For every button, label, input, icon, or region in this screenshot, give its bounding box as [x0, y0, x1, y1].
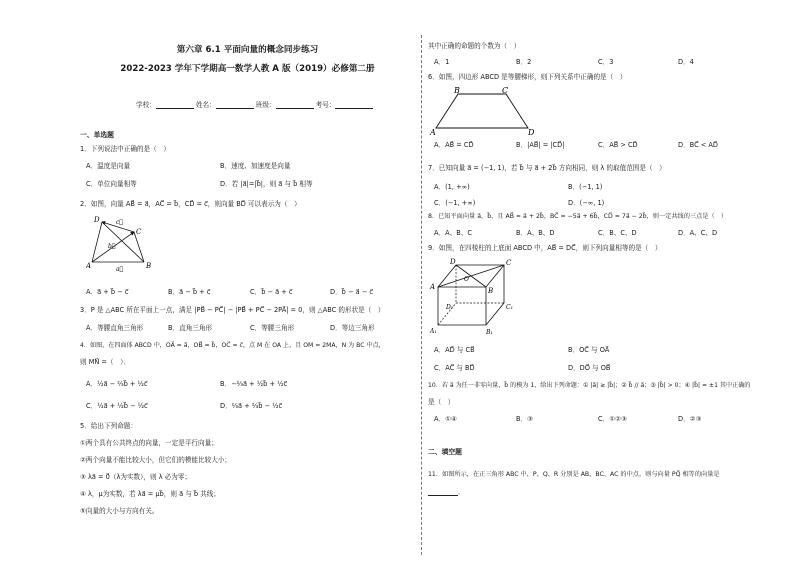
- q5-tail: 其中正确的命题的个数为（ ）: [428, 42, 521, 50]
- q5-item-3: ③ λa⃗ = 0⃗（λ为实数），则 λ 必为零；: [80, 473, 192, 481]
- school-input[interactable]: [156, 101, 194, 109]
- q8-option-a[interactable]: A．A、B、C: [434, 229, 472, 237]
- q6-option-a[interactable]: A．AB⃗ = CD⃗: [434, 141, 474, 149]
- q10-option-b[interactable]: B．③: [516, 415, 534, 423]
- q6-option-d[interactable]: D．BC⃗ < AD⃗: [678, 141, 718, 149]
- label-c: C: [136, 228, 142, 236]
- q4-stem-1: 4．如图，在四面体 ABCD 中，OA⃗ = a⃗，OB⃗ = b⃗，OC⃗ = c⃗，点 M 在 OA 上，且 OM = 2MA，N 为 BC 中点，: [80, 342, 385, 349]
- q2-figure: [86, 212, 156, 276]
- q5-option-c[interactable]: C．3: [598, 58, 614, 66]
- q6-option-b[interactable]: B．|AB⃗| = |CD⃗|: [516, 141, 565, 149]
- q5-item-4: ④ λ，μ为实数，若 λa⃗ = μb⃗，则 a⃗ 与 b⃗ 共线；: [80, 490, 220, 498]
- q11-end-mark: ．: [458, 488, 465, 496]
- q7-option-b[interactable]: B．(−1, 1): [568, 183, 603, 191]
- q2-option-b[interactable]: B．a⃗ − b⃗ + c⃗: [168, 288, 211, 296]
- label-d: D: [94, 216, 100, 224]
- q10-option-c[interactable]: C．①②③: [598, 415, 627, 423]
- trapezoid-figure: [428, 84, 538, 136]
- school-label: 学校：: [136, 101, 156, 109]
- q5-item-2: ②两个向量不能比较大小，但它们的模能比较大小；: [80, 456, 231, 464]
- q9-option-c[interactable]: C．AC⃗ 与 BD⃗: [434, 364, 475, 372]
- q1-option-d[interactable]: D．若 |a⃗|=|b⃗|，则 a⃗ 与 b⃗ 相等: [220, 180, 313, 188]
- q4-option-a[interactable]: A．½a⃗ − ⅔b⃗ + ½c⃗: [86, 380, 148, 388]
- q6-option-c[interactable]: C．AB⃗ > CD⃗: [598, 141, 638, 149]
- q8-option-d[interactable]: D．A、C、D: [678, 229, 718, 237]
- name-input[interactable]: [216, 101, 254, 109]
- label-vec-c: c⃗: [116, 219, 123, 226]
- q2-option-d[interactable]: D．b⃗ − a⃗ − c⃗: [330, 288, 373, 296]
- label-d1: D₁: [446, 304, 454, 311]
- q5-option-b[interactable]: B．2: [516, 58, 532, 66]
- label-b: B: [146, 262, 152, 270]
- q5-option-d[interactable]: D．4: [678, 58, 694, 66]
- label-c1: C₁: [506, 304, 513, 311]
- class-input[interactable]: [276, 101, 314, 109]
- name-label: 姓名：: [195, 101, 216, 109]
- q3-option-a[interactable]: A．等腰直角三角形: [86, 324, 144, 332]
- trapezoid-shape: [436, 94, 528, 128]
- q1-stem: 1．下列说法中正确的是（ ）: [80, 145, 170, 153]
- title-line-2: 2022-2023 学年下学期高一数学人教 A 版（2019）必修第二册: [120, 64, 375, 74]
- edge-b1c1: [486, 303, 504, 325]
- q9-option-d[interactable]: D．DO⃗ 与 OB⃗: [568, 364, 611, 372]
- q4-option-b[interactable]: B．−⅔a⃗ + ½b⃗ + ½c⃗: [220, 380, 288, 388]
- left-column: [80, 0, 415, 562]
- q3-option-b[interactable]: B．直角三角形: [168, 324, 213, 332]
- q4-stem-2: 则 MN⃗ =（ ）．: [80, 358, 131, 366]
- q11-answer-line: [428, 488, 465, 496]
- q10-option-a[interactable]: A．①④: [434, 415, 457, 423]
- q7-option-a[interactable]: A．(1, +∞): [434, 183, 470, 191]
- q11-stem: 11．如图所示，在正三角形 ABC 中，P、Q、R 分别是 AB、BC、AC 的中点，则与向量 PQ⃗ 相等的向量是: [428, 471, 720, 478]
- section-fill-blank: 二、填空题: [428, 448, 462, 456]
- q3-option-c[interactable]: C．等腰三角形: [250, 324, 295, 332]
- q4-option-d[interactable]: D．⅔a⃗ + ⅔b⃗ − ½c⃗: [220, 402, 283, 410]
- quadrilateral-figure: [86, 212, 156, 276]
- q5-option-a[interactable]: A．1: [434, 58, 450, 66]
- q8-option-b[interactable]: B．A、B、D: [516, 229, 555, 237]
- label-o: O: [464, 276, 469, 283]
- label-a: A: [430, 128, 436, 136]
- q3-stem: 3．P 是 △ABC 所在平面上一点，满足 |PB⃗ − PC⃗| − |PB⃗ + PC⃗ − 2PA⃗| = 0，则 △ABC 的形状是（ ）: [80, 306, 385, 314]
- q2-option-c[interactable]: C．b⃗ − a⃗ + c⃗: [250, 288, 293, 296]
- q10-stem-2: 是（ ）: [428, 398, 455, 406]
- q9-stem: 9．如图，在四棱柱的上底面 ABCD 中，AB⃗ = DC⃗，则下列向量相等的是（ ）: [428, 244, 662, 252]
- q1-option-c[interactable]: C．单位向量相等: [86, 180, 137, 188]
- label-c: C: [502, 86, 509, 95]
- q9-figure: [428, 257, 528, 337]
- q6-figure: [428, 84, 538, 136]
- q3-option-d[interactable]: D．等边三角形: [330, 324, 375, 332]
- section-single-choice: 一、单选题: [80, 131, 114, 139]
- label-a1: A₁: [430, 328, 437, 335]
- diagonal-bd: [456, 265, 486, 287]
- q8-option-c[interactable]: C．B、C、D: [598, 229, 637, 237]
- q10-option-d[interactable]: D．②③: [678, 415, 702, 423]
- q1-option-b[interactable]: B．速度、加速度是向量: [220, 162, 291, 170]
- q6-stem: 6．如图，四边形 ABCD 是等腰梯形，则下列关系中正确的是（ ）: [428, 73, 627, 81]
- info-fields: [136, 101, 373, 109]
- label-c: C: [506, 259, 512, 267]
- class-label: 班级：: [255, 101, 276, 109]
- q10-stem-1: 10．若 a⃗ 为任一非零向量，b⃗ 的模为 1，给出下列命题：① |a⃗| ≥ |b⃗|；② b⃗ // a⃗；③ |b⃗| > 0；④ |b⃗| = ±1 其中正确的: [428, 382, 751, 389]
- label-vec-a: a⃗: [116, 266, 124, 273]
- q8-stem: 8．已知平面向量 a⃗，b⃗，且 AB⃗ = a⃗ + 2b⃗，BC⃗ = −5a⃗ + 6b⃗，CD⃗ = 7a⃗ − 2b⃗，则一定共线的三点是（ ）: [428, 213, 728, 220]
- right-column: [428, 0, 758, 562]
- q7-option-d[interactable]: D．(−∞, 1): [568, 199, 605, 207]
- title-line-1: 第六章 6.1 平面向量的概念同步练习: [176, 45, 319, 55]
- label-a: A: [86, 262, 92, 270]
- label-a: A: [430, 283, 436, 291]
- q7-option-c[interactable]: C．(−1, +∞): [434, 199, 476, 207]
- q2-stem: 2．如图，向量 AB⃗ = a⃗，AC⃗ = b⃗，CD⃗ = c⃗，则向量 BD⃗ 可以表示为（ ）: [80, 200, 301, 208]
- column-divider: [421, 35, 422, 555]
- label-b: B: [454, 86, 460, 95]
- label-b: B: [488, 287, 494, 295]
- label-d: D: [528, 128, 535, 136]
- q5-item-1: ①两个具有公共终点的向量，一定是平行向量；: [80, 439, 218, 447]
- q5-stem: 5．给出下列命题：: [80, 422, 137, 430]
- label-vec-b: b⃗: [108, 243, 116, 250]
- q9-option-a[interactable]: A．AD⃗ 与 CB⃗: [434, 346, 475, 354]
- q5-item-5: ⑤向量的大小与方向有关。: [80, 507, 159, 515]
- q1-option-a[interactable]: A．温度是向量: [86, 162, 131, 170]
- q2-option-a[interactable]: A．a⃗ + b⃗ − c⃗: [86, 288, 129, 296]
- exam-no-label: 考号：: [315, 101, 336, 109]
- prism-figure: [428, 257, 528, 337]
- label-d: D: [450, 258, 456, 266]
- q9-option-b[interactable]: B．OC⃗ 与 OA⃗: [568, 346, 610, 354]
- q4-option-c[interactable]: C．½a⃗ + ½b⃗ − ½c⃗: [86, 402, 148, 410]
- q7-stem: 7．已知向量 a⃗ = (−1, 1)，若 b⃗ 与 a⃗ + 2b⃗ 方向相同，则 λ 的取值范围是（ ）: [428, 164, 666, 172]
- exam-no-input[interactable]: [335, 101, 373, 109]
- q11-answer-input[interactable]: [428, 488, 458, 496]
- label-b1: B₁: [486, 329, 493, 336]
